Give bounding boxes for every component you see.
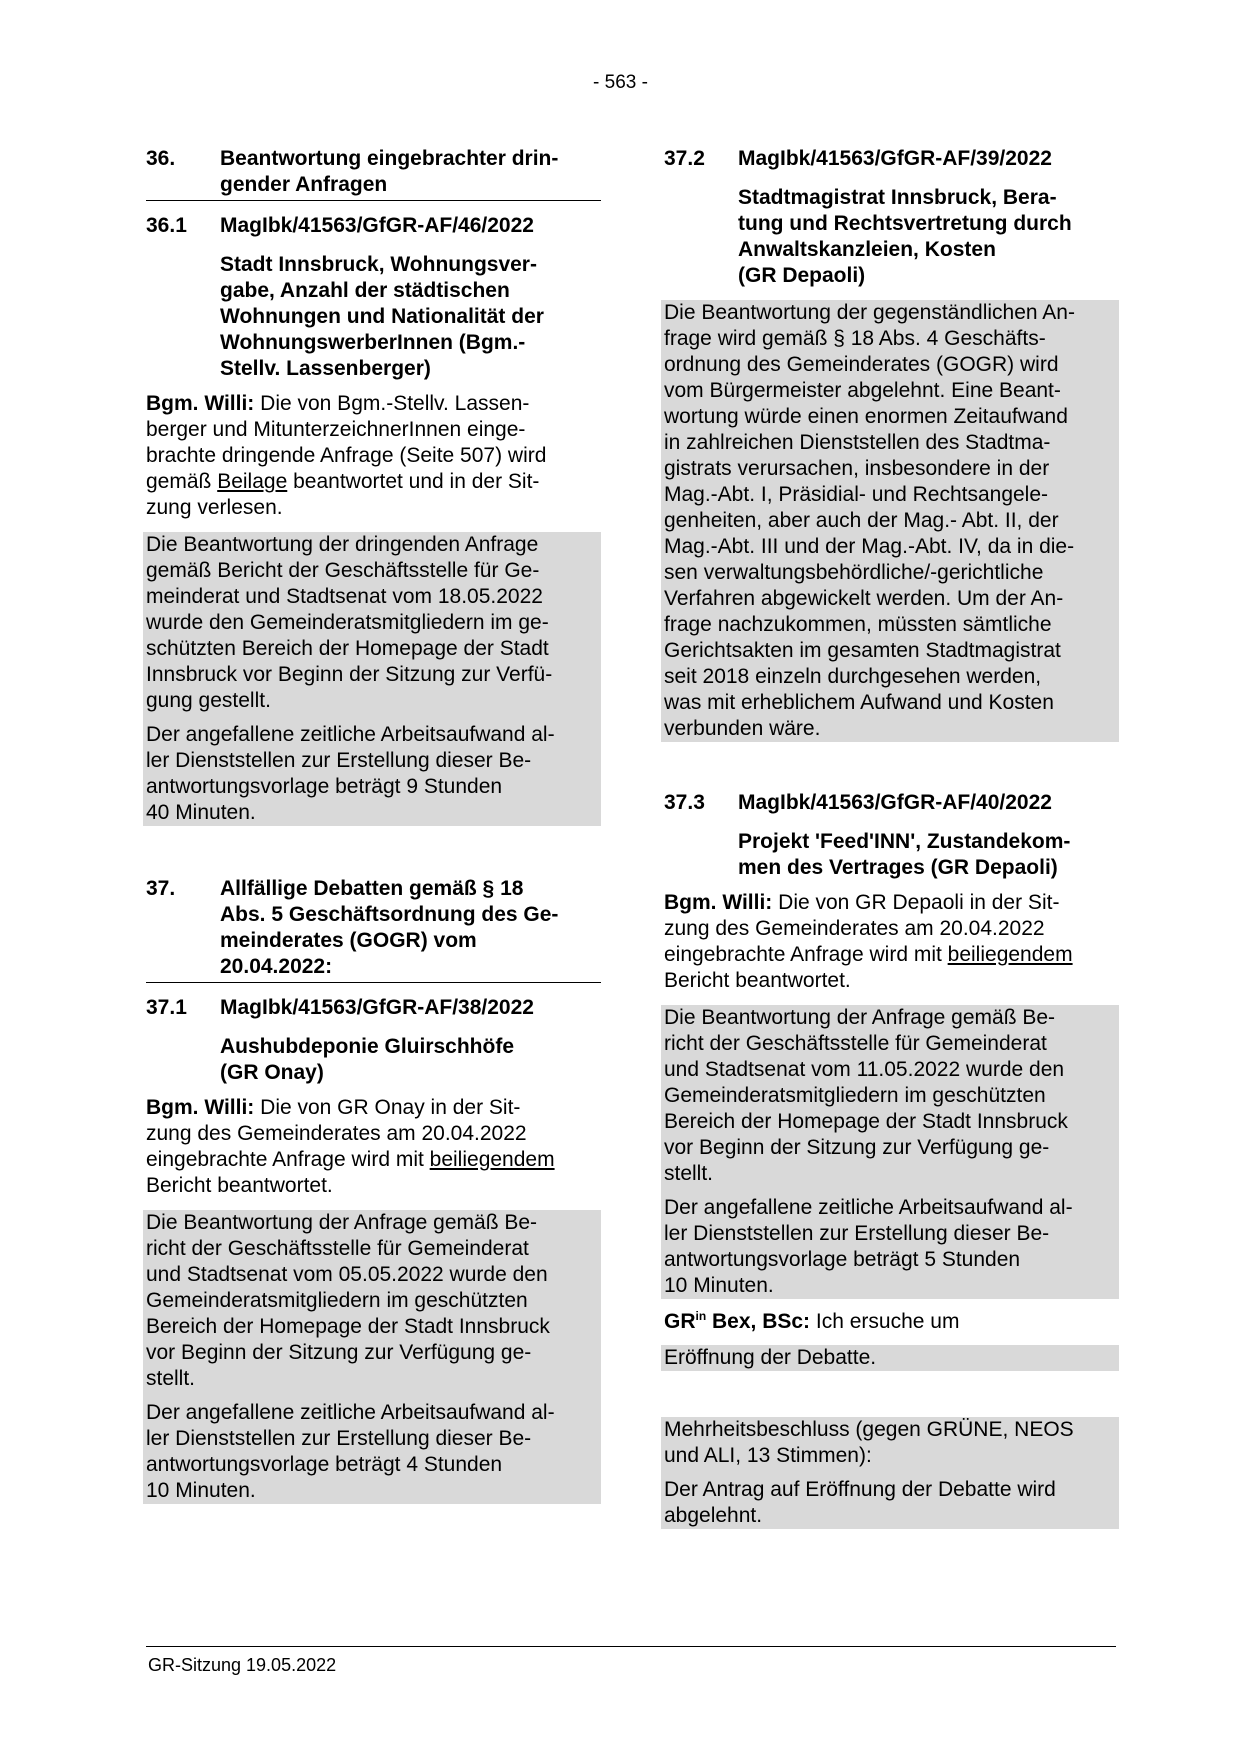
gr-bex-motion-box: Eröffnung der Debatte. xyxy=(661,1345,1119,1371)
section-36-1-statement: Bgm. Willi: Die von Bgm.-Stellv. Lassen- berger und MitunterzeichnerInnen einge- brachte dringende Anfrage (Seite 507) wird gemäß Beilage beantwortet und in der Sit- zung verlesen. xyxy=(146,392,547,519)
section-36-1-subject: Stadt Innsbruck, Wohnungsver- gabe, Anzahl der städtischen Wohnungen und Nationalität der WohnungswerberInnen (Bgm.- Stellv. Lassenberger) xyxy=(220,253,544,380)
section-37-2-heading: 37.2 MagIbk/41563/GfGR-AF/39/2022 xyxy=(664,147,1052,170)
section-37-3-subject: Projekt 'Feed'INN', Zustandekom- men des Vertrages (GR Depaoli) xyxy=(738,830,1071,879)
footer-divider xyxy=(146,1646,1116,1647)
section-36-1-heading: 36.1 MagIbk/41563/GfGR-AF/46/2022 xyxy=(146,214,534,237)
beilage-link[interactable]: Beilage xyxy=(217,470,288,493)
section-37-3-heading: 37.3 MagIbk/41563/GfGR-AF/40/2022 xyxy=(664,791,1052,814)
section-36-1-answer-box: Die Beantwortung der dringenden Anfrage gemäß Bericht der Geschäftsstelle für Ge- meinderat und Stadtsenat vom 18.05.2022 wurde den Gemeinderatsmitgliedern im ge- schützten Bereich der Homepage der Stadt Innsbruck vor Beginn der Sitzung zur Verfü- gung gestellt. Der angefallene zeitliche Arbeitsaufwand al- ler Dienststellen zur Erstellung dieser Be- antwortungsvorlage beträgt 9 Stunden 40 Minuten. xyxy=(143,532,601,826)
left-column xyxy=(146,146,601,1504)
section-37-heading: 37. Allfällige Debatten gemäß § 18 Abs. 5 Geschäftsordnung des Ge- meinderates (GOGR) vom 20.04.2022: xyxy=(146,876,601,983)
beiliegendem-link[interactable]: beiliegendem xyxy=(429,1148,555,1171)
section-37-1-heading: 37.1 MagIbk/41563/GfGR-AF/38/2022 xyxy=(146,996,534,1019)
resolution-box: Mehrheitsbeschluss (gegen GRÜNE, NEOS und ALI, 13 Stimmen): Der Antrag auf Eröffnung der Debatte wird abgelehnt. xyxy=(661,1417,1119,1529)
section-37-3-answer-box: Die Beantwortung der Anfrage gemäß Be- richt der Geschäftsstelle für Gemeinderat und Stadtsenat vom 11.05.2022 wurde den Gemeinderatsmitgliedern im geschützten Bereich der Homepage der Stadt Innsbruck vor Beginn der Sitzung zur Verfügung ge- stellt. Der angefallene zeitliche Arbeitsaufwand al- ler Dienststellen zur Erstellung dieser Be- antwortungsvorlage beträgt 5 Stunden 10 Minuten. xyxy=(661,1005,1119,1299)
page-number: - 563 - xyxy=(593,72,648,93)
section-37-2-answer-box: Die Beantwortung der gegenständlichen An- frage wird gemäß § 18 Abs. 4 Geschäfts- ordnung des Gemeinderates (GOGR) wird vom Bürgermeister abgelehnt. Eine Beant- wortung würde einen enormen Zeitaufwand in zahlreichen Dienststellen des Stadtma- gistrats verursachen, insbesondere in der Mag.-Abt. I, Präsidial- und Rechtsangele- genheiten, aber auch der Mag.- Abt. II, der Mag.-Abt. III und der Mag.-Abt. IV, da in die- sen verwaltungsbehördliche/-gerichtliche Verfahren abgewickelt werden. Um der An- frage nachzukommen, müssten sämtliche Gerichtsakten im gesamten Stadtmagistrat seit 2018 einzeln durchgesehen werden, was mit erheblichem Aufwand und Kosten verbunden wäre. xyxy=(661,300,1119,742)
gr-bex-statement: $GR^{in}$ Bex, BSc: Ich ersuche um xyxy=(664,1309,960,1333)
section-37-1-subject: Aushubdeponie Gluirschhöfe (GR Onay) xyxy=(220,1035,515,1084)
beiliegendem-link[interactable]: beiliegendem xyxy=(947,943,1073,966)
section-37-1-statement: Bgm. Willi: Die von GR Onay in der Sit- zung des Gemeinderates am 20.04.2022 eingebrachte Anfrage wird mit beiliegendem Bericht beantwortet. xyxy=(146,1096,555,1197)
section-37-1-answer-box: Die Beantwortung der Anfrage gemäß Be- richt der Geschäftsstelle für Gemeinderat und Stadtsenat vom 05.05.2022 wurde den Gemeinderatsmitgliedern im geschützten Bereich der Homepage der Stadt Innsbruck vor Beginn der Sitzung zur Verfügung ge- stellt. Der angefallene zeitliche Arbeitsaufwand al- ler Dienststellen zur Erstellung dieser Be- antwortungsvorlage beträgt 4 Stunden 10 Minuten. xyxy=(143,1210,601,1504)
section-36-heading: 36. Beantwortung eingebrachter drin- gender Anfragen xyxy=(146,146,601,201)
footer-text: GR-Sitzung 19.05.2022 xyxy=(148,1655,337,1675)
section-37-3-statement: Bgm. Willi: Die von GR Depaoli in der Sit- zung des Gemeinderates am 20.04.2022 eingebrachte Anfrage wird mit beiliegendem Bericht beantwortet. xyxy=(664,891,1073,992)
section-37-2-subject: Stadtmagistrat Innsbruck, Bera- tung und Rechtsvertretung durch Anwaltskanzleien, Kosten (GR Depaoli) xyxy=(738,186,1072,287)
right-column xyxy=(664,146,1119,1529)
